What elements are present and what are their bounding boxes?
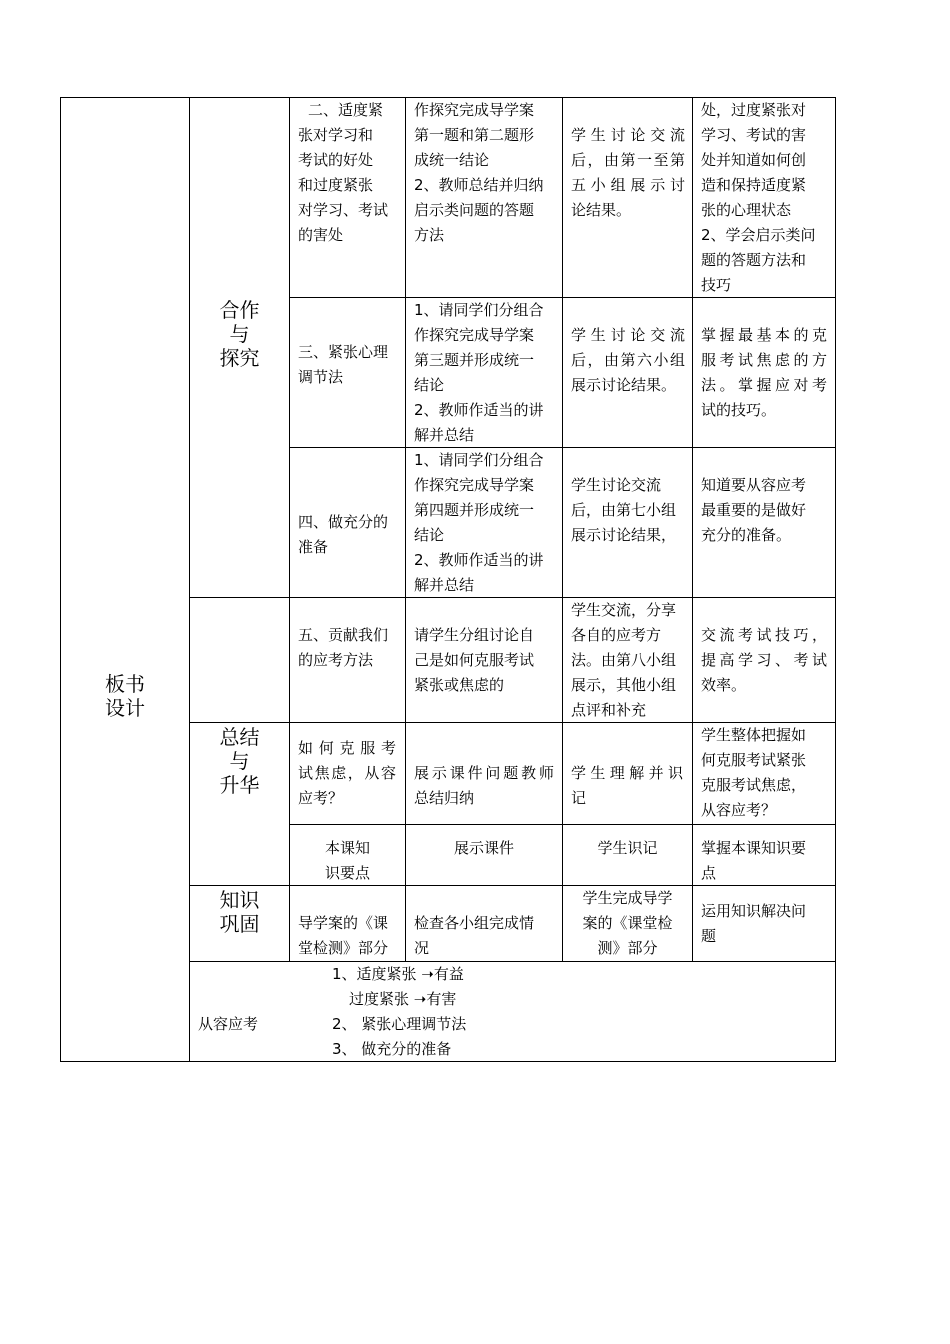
row5-teacher: 展示课件 bbox=[453, 839, 514, 857]
board-left-label: 从容应考 bbox=[198, 1015, 259, 1033]
row4-teacher: 展示课件问题教师 总结归纳 bbox=[414, 764, 554, 807]
row6-goal: 运用知识解决问 题 bbox=[701, 902, 807, 945]
table-border-left bbox=[60, 97, 61, 1062]
row3-teacher: 请学生分组讨论自 己是如何克服考试 紧张或焦虑的 bbox=[414, 626, 535, 694]
row6-student: 学生完成导学 案的《课堂检 测》部分 bbox=[582, 889, 673, 957]
row5-goal: 掌握本课知识要 点 bbox=[701, 839, 807, 882]
board-line-3: 2、 紧张心理调节法 bbox=[332, 1015, 467, 1033]
row4-goal: 学生整体把握如 何克服考试紧张 克服考试焦虑， 从容应考？ bbox=[701, 726, 807, 819]
row0-goal: 处，过度紧张对 学习、考试的害 处并知道如何创 造和保持适度紧 张的心理状态 2、学会启示类问 题的答题方法和 技巧 bbox=[701, 101, 816, 294]
col-line-4 bbox=[562, 97, 563, 962]
row5-student: 学生识记 bbox=[597, 839, 658, 857]
row2-goal: 知道要从容应考 最重要的是做好 充分的准备。 bbox=[701, 476, 807, 544]
board-design-label: 板书 设计 bbox=[105, 672, 145, 720]
row6-teacher: 检查各小组完成情 况 bbox=[414, 914, 535, 957]
board-line-2: 过度紧张 ➝有害 bbox=[349, 990, 457, 1008]
row0-topic: 二、适度紧 张对学习和 考试的好处 和过度紧张 对学习、考试 的害处 bbox=[298, 101, 389, 244]
table-border-right bbox=[835, 97, 836, 1062]
col-line-3 bbox=[405, 97, 406, 962]
row1-teacher: 1、请同学们分组合 作探究完成导学案 第三题并形成统一 结论 2、教师作适当的讲 解并总结 bbox=[414, 301, 544, 444]
row2-topic: 四、做充分的 准备 bbox=[298, 513, 389, 556]
row0-student: 学生讨论交流 后，由第一至第 五小组展示讨 论结果。 bbox=[571, 126, 685, 219]
row4-student: 学生理解并识 记 bbox=[571, 764, 683, 807]
board-line-4: 3、 做充分的准备 bbox=[332, 1040, 452, 1058]
board-line-1: 1、适度紧张 ➝有益 bbox=[332, 965, 464, 983]
row4-topic: 如何克服考 试焦虑，从容 应考？ bbox=[298, 739, 396, 807]
col-line-5 bbox=[692, 97, 693, 962]
section-hezuo-label: 合作 与 探究 bbox=[219, 298, 260, 370]
col-line-2 bbox=[289, 97, 290, 962]
row1-student: 学生讨论交流 后，由第六小组 展示讨论结果。 bbox=[571, 326, 685, 394]
section-zongjie-label: 总结 与 升华 bbox=[219, 725, 260, 797]
row0-teacher: 作探究完成导学案 第一题和第二题形 成统一结论 2、教师总结并归纳 启示类问题的答题 方法 bbox=[414, 101, 544, 244]
row3-student: 学生交流，分享 各自的应考方 法。由第八小组 展示，其他小组 点评和补充 bbox=[571, 601, 677, 719]
row6-topic: 导学案的《课 堂检测》部分 bbox=[298, 914, 389, 957]
section-zhishi-label: 知识 巩固 bbox=[219, 888, 260, 936]
row2-student: 学生讨论交流 后，由第七小组 展示讨论结果， bbox=[571, 476, 677, 544]
row1-goal: 掌握最基本的克 服考试焦虑的方 法。掌握应对考 试的技巧。 bbox=[701, 326, 827, 419]
row3-topic: 五、贡献我们 的应考方法 bbox=[298, 626, 389, 669]
row2-teacher: 1、请同学们分组合 作探究完成导学案 第四题并形成统一 结论 2、教师作适当的讲 解并总结 bbox=[414, 451, 544, 594]
row3-goal: 交流考试技巧， 提高学习、考试 效率。 bbox=[701, 626, 827, 694]
row-line-2 bbox=[289, 447, 836, 448]
row1-topic: 三、紧张心理 调节法 bbox=[298, 343, 389, 386]
row5-topic: 本课知 识要点 bbox=[324, 839, 370, 882]
row-line-5 bbox=[289, 824, 836, 825]
